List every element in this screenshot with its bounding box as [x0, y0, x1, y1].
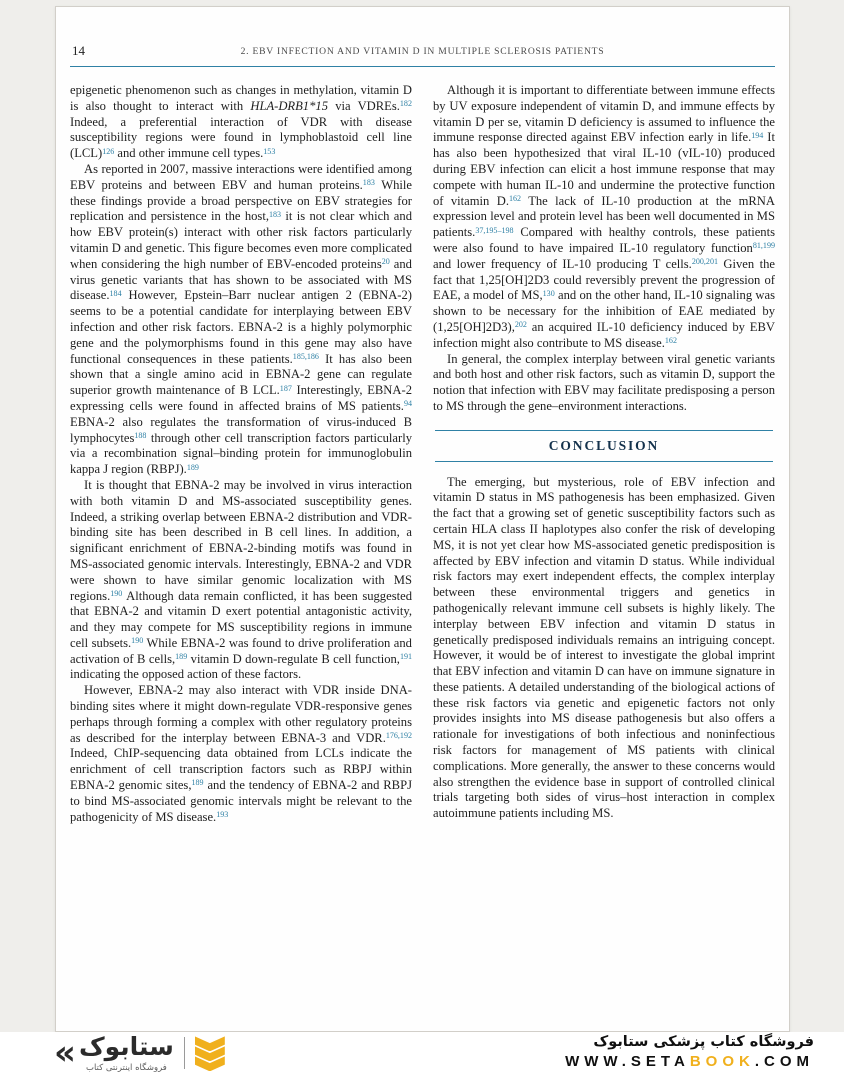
paragraph — [70, 683, 412, 825]
right-column — [433, 83, 775, 825]
text-run: it is not clear which and how EBV protein(s) interact with other risk factors particularly vitamin D and genetic. This figure becomes even more complicated when considering the high number of EBV-encoded proteins — [70, 209, 412, 271]
citation-reference: 130 — [542, 288, 555, 298]
gold-chevron-stack-icon — [195, 1034, 225, 1071]
text-run: indicating the opposed action of these factors. — [70, 667, 302, 682]
text-run: and the tendency of EBNA-2 and RBPJ to bind MS-associated genomic intervals might be relevant to the pathogenicity of MS disease. — [70, 778, 412, 824]
citation-reference: 37,195–198 — [475, 225, 514, 235]
paragraph — [70, 478, 412, 683]
text-run: While these findings provide a broad perspective on EBV strategies for replication and persistence in the host, — [70, 177, 412, 224]
citation-reference: 153 — [263, 146, 276, 156]
citation-reference: 94 — [403, 399, 412, 409]
citation-reference: 183 — [362, 178, 375, 188]
citation-reference: 126 — [102, 146, 115, 156]
page-header — [70, 43, 775, 61]
italic-text: HLA-DRB1*15 — [250, 98, 328, 113]
text-run: Compared with healthy controls, these patients were also found to have impaired IL-10 regulatory function — [433, 225, 775, 255]
citation-reference: 81,199 — [752, 241, 775, 251]
text-run: As reported in 2007, massive interactions were identified among EBV proteins and between EBV and human proteins. — [70, 161, 412, 192]
citation-reference: 188 — [134, 430, 147, 440]
citation-reference: 189 — [175, 652, 188, 662]
book-page — [55, 6, 790, 1032]
page-number: 14 — [72, 43, 85, 58]
text-run: It is thought that EBNA-2 may be involved in virus interaction with both vitamin D and MS-associated susceptibility genes. Indeed, a striking overlap between EBNA-2 distribution and VDR-binding site has been described in B cell lines. In addition, a significant enrichment of EBNA-2-binding motifs was found in MS-associated genomic intervals. Interestingly, EBNA-2 and VDR were shown to have similar genomic localization with MS regions. — [70, 477, 412, 603]
text-run: vitamin D down-regulate B cell function, — [187, 651, 400, 666]
citation-reference: 182 — [399, 99, 412, 109]
citation-reference: 190 — [110, 588, 123, 598]
running-head: 2. EBV INFECTION AND VITAMIN D IN MULTIPLE SCLEROSIS PATIENTS — [240, 46, 605, 57]
citation-reference: 202 — [514, 320, 527, 330]
text-run: via VDREs. — [328, 98, 400, 113]
citation-reference: 183 — [268, 209, 282, 219]
text-run: and virus genetic variants that has shown to be associated with MS disease. — [70, 256, 412, 303]
citation-reference: 184 — [109, 288, 122, 298]
citation-reference: 191 — [399, 652, 413, 662]
citation-reference: 194 — [751, 130, 764, 140]
logo-divider — [184, 1037, 185, 1069]
citation-reference: 193 — [216, 810, 229, 820]
citation-reference: 20 — [381, 257, 390, 267]
text-run: Given the fact that 1,25[OH]2D3 could reversibly prevent the progression of EAE, a model of MS, — [433, 256, 776, 303]
paragraph — [433, 352, 775, 415]
text-run: However, Epstein–Barr nuclear antigen 2 (EBNA-2) seems to be a potential candidate for interplaying between EBV infection and other risk factors. EBNA-2 is a highly polymorphic gene and the polymorphisms found in this gene may also have functional consequences in these patients. — [70, 288, 412, 366]
paragraph — [433, 83, 775, 352]
text-run: and other immune cell types. — [114, 146, 264, 161]
footer-right-block — [565, 1034, 814, 1070]
citation-reference: 162 — [508, 193, 522, 203]
text-run: Indeed, a preferential interaction of VDR with disease susceptibility regions were found in lymphoblastoid cell line (LCL) — [70, 114, 412, 161]
citation-reference: 162 — [664, 336, 677, 346]
text-run: through other cell transcription factors particularly via a recombination signal–binding protein for immunoglobulin kappa J region (RBPJ). — [70, 430, 412, 477]
paragraph — [70, 83, 412, 162]
url-suffix: .COM — [754, 1053, 814, 1070]
citation-reference: 185,186 — [292, 351, 319, 361]
text-run: Indeed, ChIP-sequencing data obtained from LCLs indicate the enrichment of cell transcription factors such as RBPJ within EBNA-2 genomic sites, — [70, 746, 412, 793]
header-rule — [70, 66, 775, 67]
text-run: and on the other hand, IL-10 signaling was shown to be necessary for the inhibition of EAE mediated by (1,25[OH]2D3), — [433, 288, 775, 334]
text-run: Interestingly, EBNA-2 expressing cells were found in affected brains of MS patients. — [70, 383, 412, 413]
url-highlight: BOOK — [689, 1053, 755, 1070]
text-run: However, EBNA-2 may also interact with VDR inside DNA-binding sites where it might down-regulate VDR-responsive genes perhaps through forming a complex with other regulatory proteins as described for the interplay between EBNA-3 and VDR. — [70, 683, 412, 745]
text-run: It has also been hypothesized that viral IL-10 (vIL-10) produced during EBV infection can elicit a host immune response that may compete with human IL-10 and undermine the protective function of vitamin D. — [433, 130, 775, 208]
text-run: The lack of IL-10 production at the mRNA expression level and protein level has been well documented in MS patients. — [433, 193, 775, 240]
text-run: It has also been shown that a single amino acid in EBNA-2 gene can regulate superior growth maintenance of B LCL. — [70, 351, 412, 398]
citation-reference: 200,201 — [691, 257, 718, 267]
text-run: Although it is important to differentiate between immune effects by UV exposure independent of vitamin D, and immune effects by vitamin D per se, vitamin D deficiency is assumed to influence the immune response directed against EBV infection early in life. — [433, 83, 775, 145]
citation-reference: 187 — [279, 383, 292, 393]
footer-watermark-bar — [0, 1032, 844, 1080]
text-run: an acquired IL-10 deficiency induced by EBV infection might also contribute to MS disease. — [433, 319, 775, 350]
citation-reference: 176,192 — [385, 731, 412, 741]
paragraph — [70, 162, 412, 478]
two-column-body — [70, 83, 775, 825]
text-run: EBNA-2 also regulates the transformation of virus-induced B lymphocytes — [70, 414, 412, 445]
brand-text-block — [79, 1033, 174, 1073]
section-heading: CONCLUSION — [435, 430, 773, 462]
url-prefix: WWW.SETA — [565, 1053, 690, 1070]
paragraph — [433, 475, 775, 823]
citation-reference: 189 — [186, 462, 199, 472]
brand-wordmark: ستابوک — [78, 1032, 174, 1061]
footer-persian-title: فروشگاه کتاب پزشکی ستابوک — [593, 1034, 814, 1050]
citation-reference: 189 — [191, 778, 204, 788]
setabook-logo — [54, 1033, 225, 1073]
double-chevron-left-icon: « — [54, 1032, 76, 1073]
brand-tagline: فروشگاه اینترنتی کتاب — [85, 1062, 167, 1073]
text-run: The emerging, but mysterious, role of EBV infection and vitamin D status in MS pathogenesis has been emphasized. Given the fact that a growing set of genetic susceptibility factors such as certain HLA class II haplotypes also confer the risk of developing MS, it is not yet clear how MS-associated genetic predisposition is affected by EBV infection and vitamin D status. While individual risk factors may exert independent effects, the complex interplay between these environmental triggers and genetics in pathogenically relevant immune cell subsets is highly likely. The interplay between EBV infection and vitamin D status in genetically predisposed individuals remains an intriguing concept. However, it would be of interest to investigate the global imprint that EBV infection and vitamin D can have on immune signature in these patients. A detailed understanding of the biological actions of these risk factors via genetic and epigenetic factors not only provides insights into MS disease pathogenesis but also offers a rationale for investigations of both infectious and noninfectious risk factors for management of MS patients with clinical complications. More generally, the answer to these concerns would also strengthen the evidence base in support of controlled clinical trials targeting both sides of virus–host interaction in complex autoimmune patients including MS. — [433, 474, 775, 821]
text-run: Although data remain conflicted, it has been suggested that EBNA-2 and vitamin D exert potential antagonistic activity, and they may compete for MS susceptibility regions in immune cell subsets. — [70, 588, 412, 650]
footer-url — [565, 1053, 814, 1070]
text-run: In general, the complex interplay between viral genetic variants and both host and other risk factors, such as vitamin D, support the notion that infection with EBV may facilitate predisposing a person to MS through the gene–environment interactions. — [433, 351, 775, 413]
citation-reference: 190 — [131, 636, 144, 646]
text-run: epigenetic phenomenon such as changes in methylation, vitamin D is also thought to interact with — [70, 83, 412, 113]
text-run: While EBNA-2 was found to drive proliferation and activation of B cells, — [70, 635, 412, 666]
left-column — [70, 83, 412, 825]
text-run: and lower frequency of IL-10 producing T cells. — [433, 256, 692, 271]
